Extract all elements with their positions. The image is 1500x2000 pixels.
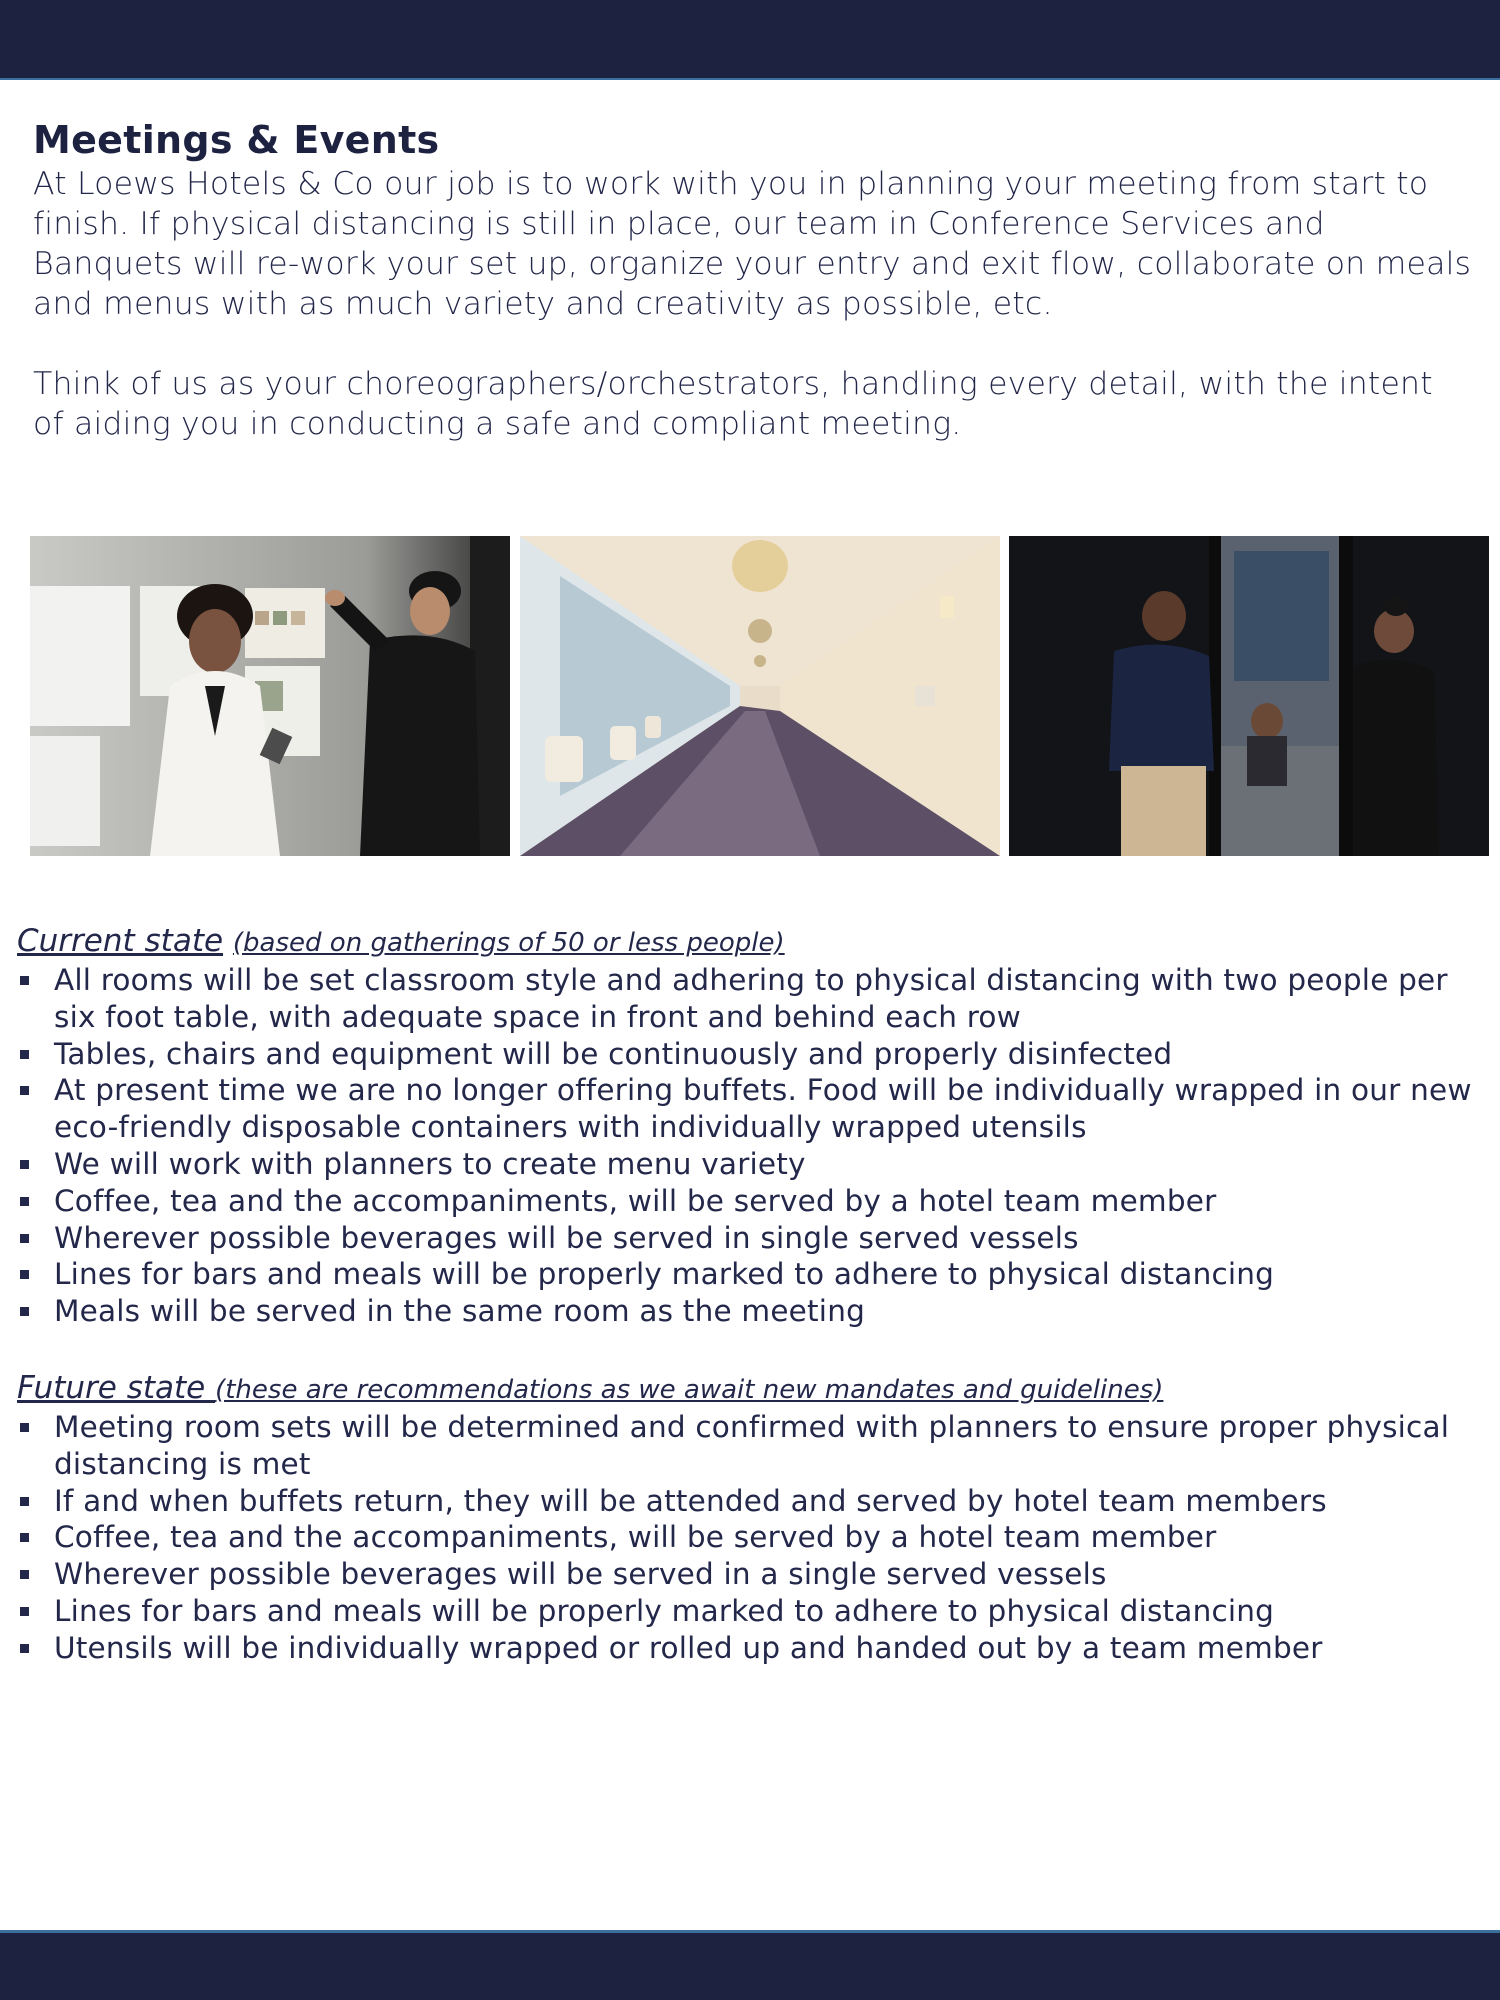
list-item-text: All rooms will be set classroom style and adhering to physical distancing with two people per six foot table, with adequate space in front and behind each row bbox=[54, 963, 1448, 1034]
list-item-text: Coffee, tea and the accompaniments, will be served by a hotel team member bbox=[54, 1520, 1217, 1555]
list-item-text: Wherever possible beverages will be served in a single served vessels bbox=[54, 1557, 1107, 1592]
photo-strip bbox=[30, 536, 1488, 856]
list-item-text: If and when buffets return, they will be attended and served by hotel team members bbox=[54, 1483, 1327, 1518]
future-state-list bbox=[17, 1409, 1477, 1667]
intro-paragraph-2: Think of us as your choreographers/orchestrators, handling every detail, with the intent of aiding you in conducting a safe and compliant meeting. bbox=[33, 366, 1433, 442]
list-item bbox=[17, 1036, 1477, 1073]
list-item bbox=[17, 1146, 1477, 1183]
bullet-square-icon bbox=[20, 1533, 29, 1542]
list-item-text: Meeting room sets will be determined and confirmed with planners to ensure proper physical distancing is met bbox=[54, 1410, 1450, 1481]
list-item bbox=[17, 1072, 1477, 1146]
list-item-text: Coffee, tea and the accompaniments, will be served by a hotel team member bbox=[54, 1183, 1217, 1218]
current-state-list bbox=[17, 962, 1477, 1330]
future-state-subtitle: (these are recommendations as we await new mandates and guidelines) bbox=[215, 1375, 1164, 1405]
bullet-square-icon bbox=[20, 1270, 29, 1279]
hotel-corridor-photo bbox=[520, 536, 1000, 856]
list-item-text: Meals will be served in the same room as the meeting bbox=[54, 1294, 866, 1329]
page-title: Meetings & Events bbox=[33, 118, 440, 162]
bullet-square-icon bbox=[20, 976, 29, 985]
bullet-square-icon bbox=[20, 1497, 29, 1506]
list-item bbox=[17, 1593, 1477, 1630]
header-bar bbox=[0, 0, 1500, 80]
bullet-square-icon bbox=[20, 1160, 29, 1169]
list-item-text: Lines for bars and meals will be properly marked to adhere to physical distancing bbox=[54, 1257, 1275, 1292]
list-item-text: Lines for bars and meals will be properly marked to adhere to physical distancing bbox=[54, 1593, 1275, 1628]
list-item bbox=[17, 1519, 1477, 1556]
bullet-square-icon bbox=[20, 1050, 29, 1059]
list-item bbox=[17, 1483, 1477, 1520]
bullet-square-icon bbox=[20, 1607, 29, 1616]
bullet-square-icon bbox=[20, 1307, 29, 1316]
current-state-heading bbox=[17, 922, 1477, 962]
bullet-square-icon bbox=[20, 1423, 29, 1432]
list-item-text: Utensils will be individually wrapped or rolled up and handed out by a team member bbox=[54, 1630, 1323, 1665]
meeting-planners-photo bbox=[30, 536, 510, 856]
list-item-text: At present time we are no longer offering buffets. Food will be individually wrapped in our new eco-friendly disposable containers with individually wrapped utensils bbox=[54, 1073, 1472, 1145]
intro-section bbox=[33, 116, 1473, 444]
list-item bbox=[17, 1556, 1477, 1593]
current-state-section bbox=[17, 922, 1477, 1330]
conference-room-greeting-photo bbox=[1009, 536, 1489, 856]
future-state-section bbox=[17, 1369, 1477, 1667]
bullet-square-icon bbox=[20, 1086, 29, 1095]
intro-paragraph-1: At Loews Hotels & Co our job is to work with you in planning your meeting from start to finish. If physical distancing is still in place, our team in Conference Services and Banquets will re-work your set up, organize your entry and exit flow, collaborate on meals and menus with as much variety and creativity as possible, etc. bbox=[33, 166, 1472, 322]
bullet-square-icon bbox=[20, 1570, 29, 1579]
footer-bar bbox=[0, 1930, 1500, 2000]
future-state-heading bbox=[17, 1369, 1477, 1409]
current-state-title: Current state bbox=[17, 923, 224, 959]
current-state-subtitle: (based on gatherings of 50 or less people) bbox=[232, 928, 785, 958]
list-item bbox=[17, 1409, 1477, 1483]
future-state-title: Future state bbox=[17, 1370, 216, 1406]
list-item-text: Tables, chairs and equipment will be continuously and properly disinfected bbox=[54, 1036, 1173, 1071]
list-item bbox=[17, 1183, 1477, 1220]
list-item-text: Wherever possible beverages will be served in single served vessels bbox=[54, 1220, 1079, 1255]
list-item bbox=[17, 1220, 1477, 1257]
list-item bbox=[17, 1256, 1477, 1293]
list-item-text: We will work with planners to create menu variety bbox=[54, 1146, 806, 1181]
bullet-square-icon bbox=[20, 1234, 29, 1243]
bullet-square-icon bbox=[20, 1197, 29, 1206]
list-item bbox=[17, 1630, 1477, 1667]
list-item bbox=[17, 962, 1477, 1036]
list-item bbox=[17, 1293, 1477, 1330]
bullet-square-icon bbox=[20, 1644, 29, 1653]
